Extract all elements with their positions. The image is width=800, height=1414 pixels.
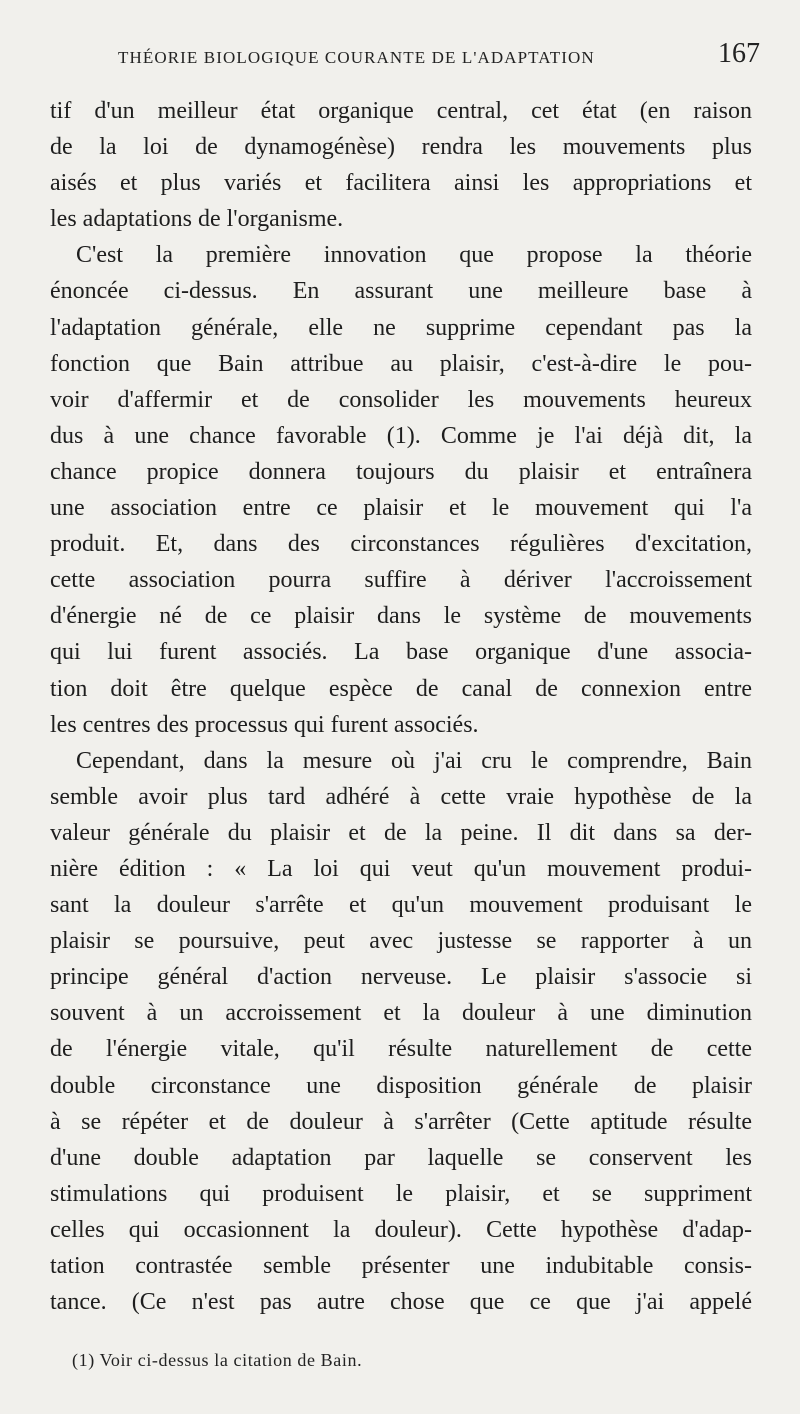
text-line: double circonstance une disposition générale de plaisir (50, 1072, 752, 1099)
text-line: tif d'un meilleur état organique central, cet état (en raison (50, 98, 752, 124)
text-line: celles qui occasionnent la douleur). Cette hypothèse d'adap- (50, 1216, 752, 1243)
text-line: aisés et plus variés et facilitera ainsi les appropriations et (50, 170, 752, 197)
text-line: les centres des processus qui furent associés. (50, 711, 479, 738)
text-line: d'une double adaptation par laquelle se conservent les (50, 1144, 752, 1171)
footnote: (1) Voir ci-dessus la citation de Bain. (72, 1350, 363, 1370)
running-header (118, 38, 758, 74)
text-line: produit. Et, dans des circonstances régulières d'excitation, (50, 531, 752, 558)
text-line: plaisir se poursuive, peut avec justesse se rapporter à un (50, 928, 752, 955)
text-line: fonction que Bain attribue au plaisir, c'est-à-dire le pou- (50, 350, 752, 377)
body-text (50, 93, 752, 1320)
text-line: tation contrastée semble présenter une indubitable consis- (50, 1253, 752, 1279)
text-line: valeur générale du plaisir et de la peine. Il dit dans sa der- (50, 819, 752, 846)
text-line: voir d'affermir et de consolider les mouvements heureux (50, 386, 752, 413)
text-line: principe général d'action nerveuse. Le plaisir s'associe si (50, 964, 752, 991)
running-title: THÉORIE BIOLOGIQUE COURANTE DE L'ADAPTATION (118, 48, 595, 67)
text-line: tion doit être quelque espèce de canal de connexion entre (50, 675, 752, 702)
text-line: à se répéter et de douleur à s'arrêter (Cette aptitude résulte (50, 1108, 752, 1135)
text-line: les adaptations de l'organisme. (50, 206, 344, 233)
text-line: cette association pourra suffire à dériver l'accroissement (50, 567, 752, 594)
text-line: qui lui furent associés. La base organique d'une associa- (50, 639, 752, 666)
text-line: une association entre ce plaisir et le mouvement qui l'a (50, 495, 752, 522)
text-line: semble avoir plus tard adhéré à cette vraie hypothèse de la (50, 783, 752, 810)
text-line: de la loi de dynamogénèse) rendra les mouvements plus (50, 134, 752, 161)
page-number: 167 (718, 38, 760, 69)
text-line: tance. (Ce n'est pas autre chose que ce que j'ai appelé (50, 1289, 752, 1316)
text-line: d'énergie né de ce plaisir dans le système de mouvements (50, 603, 752, 630)
text-line: énoncée ci-dessus. En assurant une meilleure base à (50, 278, 752, 305)
text-line: l'adaptation générale, elle ne supprime cependant pas la (50, 314, 752, 341)
text-line: C'est la première innovation que propose la théorie (76, 242, 752, 269)
text-line: souvent à un accroissement et la douleur à une diminution (50, 1000, 752, 1027)
text-line: sant la douleur s'arrête et qu'un mouvement produisant le (50, 892, 752, 919)
text-line: dus à une chance favorable (1). Comme je l'ai déjà dit, la (50, 422, 752, 449)
text-line: chance propice donnera toujours du plaisir et entraînera (50, 458, 752, 485)
text-line: stimulations qui produisent le plaisir, et se suppriment (50, 1180, 752, 1207)
text-line: Cependant, dans la mesure où j'ai cru le comprendre, Bain (76, 747, 752, 774)
paragraph (50, 93, 752, 237)
text-line: de l'énergie vitale, qu'il résulte naturellement de cette (50, 1036, 752, 1063)
text-line: nière édition : « La loi qui veut qu'un mouvement produi- (50, 855, 752, 882)
paragraph (50, 237, 752, 742)
paragraph (50, 743, 752, 1321)
